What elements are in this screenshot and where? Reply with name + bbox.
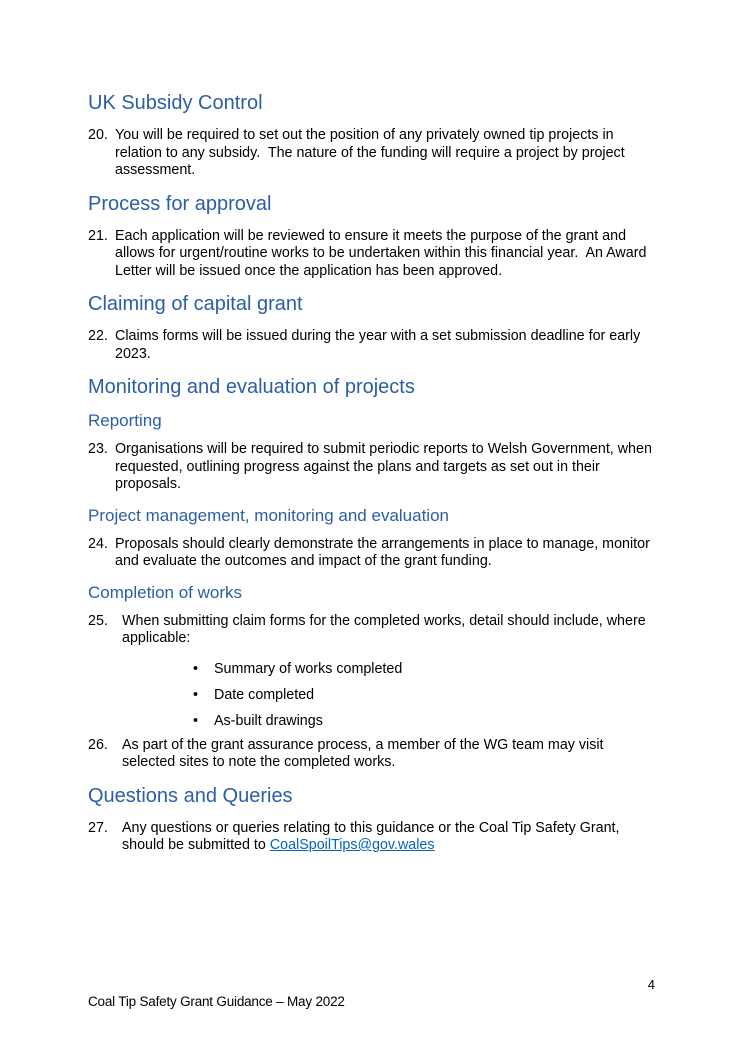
paragraph-number: 23. — [88, 441, 108, 457]
paragraph-number: 20. — [88, 127, 108, 143]
bullet-text: Date completed — [214, 686, 315, 703]
numbered-paragraph-20 — [88, 127, 657, 180]
list-item — [193, 662, 657, 677]
section-heading-claiming-of-capital-grant: Claiming of capital grant — [88, 293, 303, 315]
bullet-icon: • — [193, 660, 199, 677]
claim-detail-bullet-list — [193, 662, 657, 729]
paragraph-text: Organisations will be required to submit periodic reports to Welsh Government, when requested, outlining progress against the plans and targets as set out in their proposals. — [115, 441, 656, 492]
paragraph-text: Each application will be reviewed to ensure it meets the purpose of the grant and allows for urgent/routine works to be undertaken within this financial year. An Award Letter will be issued once the application has been approved. — [115, 227, 651, 279]
section-heading-monitoring-and-evaluation: Monitoring and evaluation of projects — [88, 376, 415, 398]
numbered-paragraph-24 — [88, 536, 657, 571]
list-item — [193, 714, 657, 729]
paragraph-number: 26. — [88, 736, 108, 753]
paragraph-text: When submitting claim forms for the completed works, detail should include, where applicable: — [122, 612, 650, 646]
paragraph-text: Claims forms will be issued during the year with a set submission deadline for early 2023. — [115, 328, 645, 362]
section-heading-process-for-approval: Process for approval — [88, 192, 272, 215]
numbered-paragraph-26 — [88, 737, 657, 772]
paragraph-number: 24. — [88, 535, 108, 552]
paragraph-number: 27. — [88, 819, 108, 836]
section-heading-uk-subsidy-control: UK Subsidy Control — [88, 92, 263, 114]
numbered-paragraph-21 — [88, 228, 657, 281]
paragraph-text: You will be required to set out the position of any privately owned tip projects in relation to any subsidy. The nature of the funding will require a project by project assessment. — [115, 127, 629, 178]
numbered-paragraph-27 — [88, 820, 657, 855]
subsection-heading-completion-of-works: Completion of works — [88, 582, 243, 602]
paragraph-text — [122, 820, 657, 855]
paragraph-text: As part of the grant assurance process, a member of the WG team may visit selected sites to note the completed works. — [122, 736, 608, 770]
bullet-text: As-built drawings — [214, 712, 323, 729]
numbered-paragraph-22 — [88, 328, 657, 363]
numbered-paragraph-23 — [88, 441, 657, 494]
paragraph-text-before-link: Any questions or queries relating to this guidance or the Coal Tip Safety Grant, should be submitted to — [122, 819, 624, 853]
paragraph-number: 22. — [88, 328, 108, 344]
list-item — [193, 688, 657, 703]
section-heading-questions-and-queries: Questions and Queries — [88, 784, 293, 807]
bullet-icon: • — [193, 686, 199, 703]
paragraph-number: 25. — [88, 612, 108, 629]
numbered-paragraph-25 — [88, 613, 657, 648]
subsection-heading-project-management: Project management, monitoring and evaluation — [88, 505, 449, 525]
paragraph-number: 21. — [88, 227, 108, 244]
footer-document-title: Coal Tip Safety Grant Guidance – May 2022 — [88, 994, 345, 1009]
paragraph-text: Proposals should clearly demonstrate the arrangements in place to manage, monitor and evaluate the outcomes and impact of the grant funding. — [115, 535, 654, 569]
email-link[interactable]: CoalSpoilTips@gov.wales — [269, 837, 435, 853]
page-number: 4 — [647, 977, 655, 992]
subsection-heading-reporting: Reporting — [88, 411, 162, 430]
bullet-text: Summary of works completed — [214, 660, 403, 677]
bullet-icon: • — [193, 712, 199, 729]
